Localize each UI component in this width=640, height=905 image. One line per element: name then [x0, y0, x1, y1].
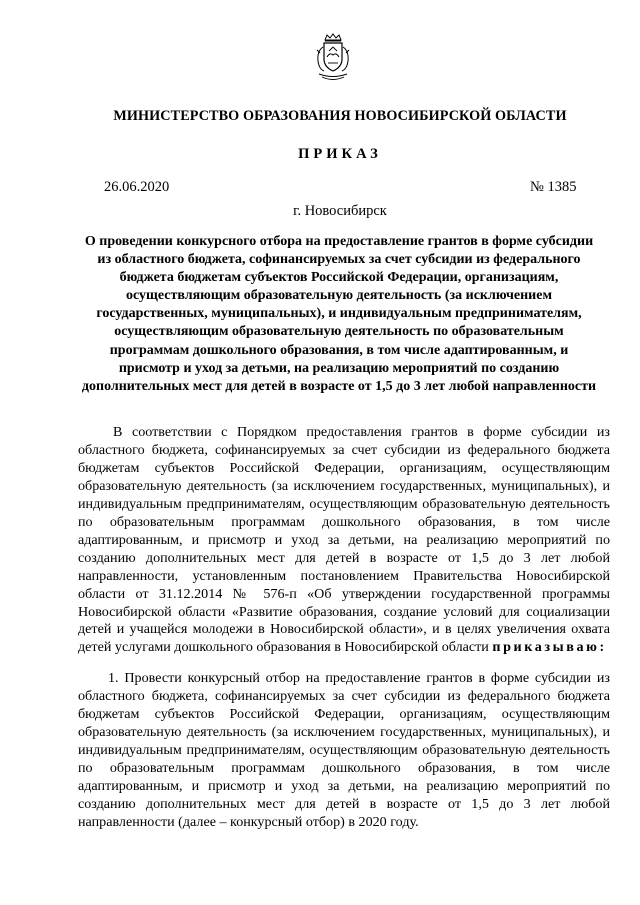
item-1-paragraph: 1. Провести конкурсный отбор на предоставление грантов в форме субсидии из областного бюджета, софинансируемых за счет субсидии из федерального бюджета бюджетам субъектов Российской Федерации, организациям, осуществляющим образовательную деятельность (за исключением государственных, муниципальных), и индивидуальным предпринимателям, осуществляющим образовательную деятельность по образовательным программам дошкольного образования, в том числе адаптированным, и присмотр и уход за детьми, на реализацию мероприятий по созданию дополнительных мест для детей в возрасте от 1,5 до 3 лет любой направленности (далее – конкурсный отбор) в 2020 году. [78, 670, 610, 830]
preamble-text: В соответствии с Порядком предоставления грантов в форме субсидии из областного бюджета, софинансируемых за счет субсидии из федерального бюджета бюджетам субъектов Российской Федерации, организациям, осуществляющим образовательную деятельность (за исключением государственных, муниципальных), и индивидуальным предпринимателям, осуществляющим образовательную деятельность по образовательным программам дошкольного образования, в том числе адаптированным, и присмотр и уход за детьми, на реализацию мероприятий по созданию дополнительных мест для детей в возрасте от 1,5 до 3 лет любой направленности, установленным постановлением Правительства Новосибирской области от 31.12.2014 № 576-п «Об утверждении государственной программы Новосибирской области «Развитие образования, создание условий для социализации детей и учащейся молодежи в Новосибирской области», и в целях увеличения охвата детей услугами дошкольного образования в Новосибирской области [78, 424, 610, 656]
order-word: приказываю: [492, 639, 607, 656]
document-date: 26.06.2020 [104, 179, 170, 195]
document-subject: О проведении конкурсного отбора на предоставление грантов в форме субсидии из областного бюджета, софинансируемых за счет субсидии из федерального бюджета бюджетам субъектов Российской Федерации, организациям, осуществляющим образовательную деятельность (за исключением государственных, муниципальных), и индивидуальным предпринимателям, осуществляющим образовательную деятельность по образовательным программам дошкольного образования, в том числе адаптированным, и присмотр и уход за детьми, на реализацию мероприятий по созданию дополнительных мест для детей в возрасте от 1,5 до 3 лет любой направленности [81, 234, 597, 394]
coat-of-arms-icon [313, 33, 353, 83]
document-city: г. Новосибирск [293, 203, 387, 219]
ministry-title: МИНИСТЕРСТВО ОБРАЗОВАНИЯ НОВОСИБИРСКОЙ ОБЛАСТИ [113, 108, 567, 124]
preamble-paragraph [78, 424, 610, 657]
document-type: ПРИКАЗ [298, 146, 382, 162]
document-number: № 1385 [530, 179, 577, 195]
